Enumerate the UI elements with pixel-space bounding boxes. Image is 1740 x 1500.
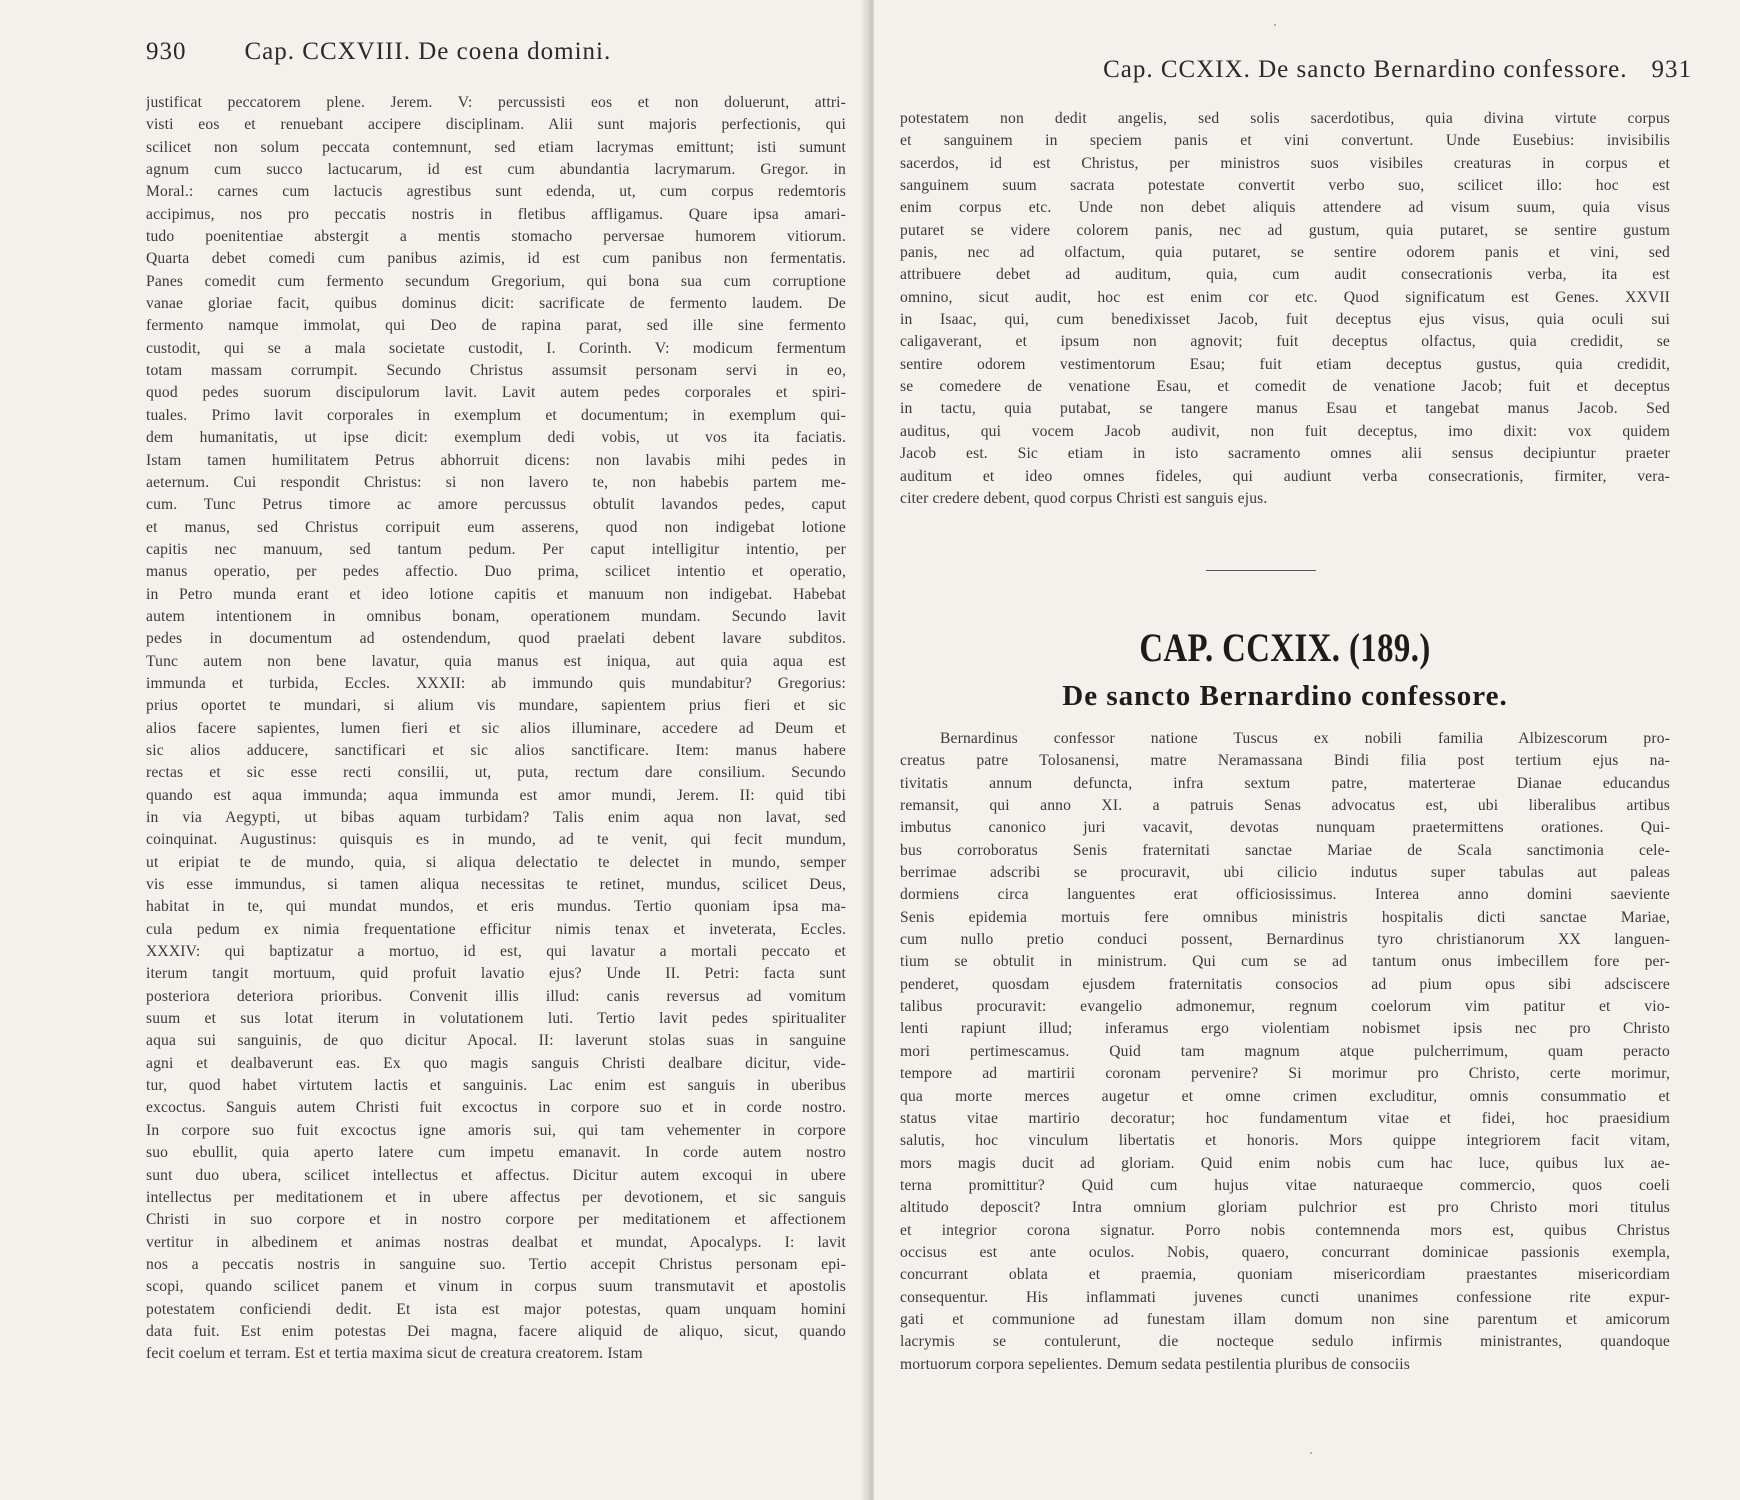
section-divider-rule <box>1206 570 1316 571</box>
text-line: accipimus, nos pro peccatis nostris in fletibus affligamus. Quare ipsa amari- <box>146 205 846 223</box>
text-line: autem intentionem in omnibus bonam, operationem mundam. Secundo lavit <box>146 607 846 625</box>
text-line: enim corpus etc. Unde non debet aliquis attendere ad visum suum, quia visus <box>900 199 1670 217</box>
text-line: auditus, qui vocem Jacob audivit, non fuit deceptus, imo dixit: vox quidem <box>900 422 1670 440</box>
text-line: Panes comedit cum fermento secundum Gregorium, qui bona sua cum corruptione <box>146 272 846 290</box>
chapter-heading: CAP. CCXIX. (189.) <box>1139 625 1431 670</box>
text-line: vertitur in albedinem et animas nostras dealbat et mundat, Apocalyps. I: lavit <box>146 1233 846 1251</box>
text-line: agnum cum succo lactucarum, id est cum abundantia lacrymarum. Gregor. in <box>146 161 846 179</box>
text-line: Istam tamen humilitatem Petrus abhorruit dicens: non lavabis mihi pedes in <box>146 451 846 469</box>
text-line: totam massam corrumpit. Secundo Christus assumsit personam servi in eo, <box>146 362 846 380</box>
text-line: intellectus per meditationem et in ubere affectus per devotionem, et sic sanguis <box>146 1188 846 1206</box>
text-line: sic alios adducere, sanctificari et sic alios sanctificare. Item: manus habere <box>146 741 846 759</box>
text-line: pedes in documentum ad ostendendum, quod praelati debent lavare subditos. <box>146 630 846 648</box>
text-line: cula pedum ex nimia frequentatione efficitur nimis tenax et inveterata, Eccles. <box>146 920 846 938</box>
text-line: mori pertimescamus. Quid tam magnum atque pulcherrimum, quam peracto <box>900 1042 1670 1060</box>
text-line: lenti rapiunt illud; inferamus ergo violentiam nobismet ipsis nec pro Christo <box>900 1020 1670 1038</box>
chapter-subheading: De sancto Bernardino confessore. <box>1062 680 1508 712</box>
text-line: immunda et turbida, Eccles. XXXII: ab immundo quis mundabitur? Gregorius: <box>146 674 846 692</box>
text-line: data fuit. Est enim potestas Dei magna, facere aliquid de aliquo, sicut, quando <box>146 1322 846 1340</box>
text-line: manus operatio, per pedes affectio. Duo prima, scilicet intentio et operatio, <box>146 563 846 581</box>
text-line: suo ebullit, quia aperto latere cum impetu emanavit. In corde autem nostro <box>146 1144 846 1162</box>
paper-speck <box>1274 24 1276 26</box>
text-line: imbutus canonico juri vacavit, devotas nunquam praetermittens orationes. Qui- <box>900 819 1670 837</box>
text-line: suum et sus lotat iterum in volutationem luti. Tertio lavit pedes spiritualiter <box>146 1010 846 1028</box>
text-line: sunt duo ubera, scilicet intellectus et affectus. Dicitur autem excoqui in ubere <box>146 1166 846 1184</box>
text-line: quod pedes suorum discipulorum lavit. Lavit autem pedes corporales et spiri- <box>146 384 846 402</box>
text-line: et manus, sed Christus corripuit eum asserens, quod non indigebat lotione <box>146 518 846 536</box>
left-page <box>0 0 866 1500</box>
text-line: habitat in te, qui mundat mundos, et eris mundus. Tertio quoniam ipsa ma- <box>146 898 846 916</box>
text-line: qua morte merces augetur et omne crimen excluditur, omnis consummatio et <box>900 1087 1670 1105</box>
text-line: vis esse immundus, si tamen aliqua necessitas te retinet, mundus, scilicet Deus, <box>146 876 846 894</box>
text-line: posteriora deteriora prioribus. Convenit illis illud: canis reversus ad vomitum <box>146 987 846 1005</box>
text-line: in Isaac, qui, cum benedixisset Jacob, fuit deceptus ejus visus, quia oculi sui <box>900 311 1670 329</box>
text-line: quando est aqua immunda; aqua immunda est amor mundi, Jerem. II: quid tibi <box>146 786 846 804</box>
text-line: concurrant oblata et praemia, quoniam misericordiam praestantes misericordiam <box>900 1266 1670 1284</box>
text-line: sacerdos, id est Christus, per ministros suos visibiles creaturas in corpus et <box>900 154 1670 172</box>
text-line: ut eripiat te de mundo, quia, si aliqua delectatio te delectet in mundo, semper <box>146 853 846 871</box>
text-line: panis, nec ad olfactum, quia putaret, se sentire odorem panis et vini, sed <box>900 244 1670 262</box>
text-line: In corpore suo fuit excoctus igne amoris sui, qui tam vehementer in corpore <box>146 1121 846 1139</box>
text-line: fecit coelum et terram. Est et tertia maxima sicut de creatura creatorem. Istam <box>146 1345 643 1363</box>
text-line: dem humanitatis, ut ipse dicit: exemplum dedi vobis, ut vos ita faciatis. <box>146 429 846 447</box>
text-line: nos a peccatis nostris in sanguine suo. Tertio accepit Christus personam epi- <box>146 1255 846 1273</box>
text-line: omnino, sicut audit, hoc est enim cor etc. Quod significatum est Genes. XXVII <box>900 288 1670 306</box>
text-line: creatus patre Tolosanensi, matre Neramassana Bindi filia post tertium ejus na- <box>900 752 1670 770</box>
text-line: mors magis ducit ad gloriam. Quid enim nobis cum hac luce, quibus lux ae- <box>900 1154 1670 1172</box>
text-line: penderet, quosdam ejusdem fraternitatis consocios ad pium opus sibi adsciscere <box>900 975 1670 993</box>
left-page-number: 930 <box>146 38 187 65</box>
left-body-text <box>146 92 846 1366</box>
text-line: talibus procuravit: evangelio admonemur, regnum coelorum vim patitur et vio- <box>900 998 1670 1016</box>
text-line: capitis nec manuum, sed tantum pedum. Per caput intelligitur intentio, per <box>146 540 846 558</box>
text-line: coinquinat. Augustinus: quisquis es in mundo, ad te venit, qui fecit mundum, <box>146 831 846 849</box>
right-running-head <box>970 56 1692 84</box>
text-line: occisus est ante oculos. Nobis, quaero, concurrant dominicae passionis exempla, <box>900 1243 1670 1261</box>
text-line: bus corroboratus Senis fraternitati sanctae Mariae de Scala sanctimonia cele- <box>900 841 1670 859</box>
text-line: salutis, hoc vinculum libertatis et honoris. Mors quippe integriorem facit vitam, <box>900 1132 1670 1150</box>
right-body-text-bottom <box>900 728 1670 1376</box>
text-line: Christi in suo corpore et in nostro corpore per meditationem et affectionem <box>146 1211 846 1229</box>
paper-speck <box>1310 1452 1312 1454</box>
text-line: lacrymis se contulerunt, die nocteque sedulo infirmis ministrantes, quandoque <box>900 1333 1670 1351</box>
text-line: Bernardinus confessor natione Tuscus ex nobili familia Albizescorum pro- <box>940 730 1670 747</box>
text-line: agni et dealbaverunt eas. Ex quo magis sanguis Christi dealbare dicitur, vide- <box>146 1054 846 1072</box>
text-line: consequentur. His inflammati juvenes cuncti unanimes confessione rite expur- <box>900 1288 1670 1306</box>
text-line: in tactu, quia putabat, se tangere manus Esau et tangebat manus Jacob. Sed <box>900 400 1670 418</box>
text-line: terna promittitur? Quid cum hujus vitae naturaeque commercio, quos coeli <box>900 1176 1670 1194</box>
text-line: gati et communione ad funestam illam domum non sine parentum et amicorum <box>900 1310 1670 1328</box>
text-line: dormiens circa languentes erat officiosissimus. Interea anno domini saeviente <box>900 886 1670 904</box>
left-running-title: Cap. CCXVIII. De coena domini. <box>244 38 612 65</box>
text-line: status vitae martirio decoratur; hoc fundamentum vitae et fidei, hoc praesidium <box>900 1109 1670 1127</box>
text-line: tium se obtulit in ministrum. Qui cum se ad tantum onus imbecillem fore per- <box>900 953 1670 971</box>
text-line: aqua sui sanguinis, de quo dicitur Apocal. II: laverunt stolas suas in sanguine <box>146 1032 846 1050</box>
text-line: tudo poenitentiae abstergit a mentis stomacho perversae humorem vitiorum. <box>146 228 846 246</box>
text-line: XXXIV: qui baptizatur a mortuo, id est, qui lavatur a mortali peccato et <box>146 943 846 961</box>
text-line: excoctus. Sanguis autem Christi fuit excoctus in corpore suo et in corde nostro. <box>146 1099 846 1117</box>
text-line: Senis epidemia mortuis fere omnibus ministris hospitalis dicti sanctae Mariae, <box>900 908 1670 926</box>
text-line: caligaverant, et ipsum non agnovit; fuit deceptus olfactus, quia credidit, se <box>900 333 1670 351</box>
text-line: attribuere debet ad auditum, quia, cum audit consecrationis verba, ita est <box>900 266 1670 284</box>
right-page-number: 931 <box>1651 56 1692 83</box>
text-line: auditum et ideo omnes fideles, qui audiunt verba consecrationis, firmiter, vera- <box>900 467 1670 485</box>
right-body-text-top <box>900 108 1670 510</box>
text-line: Jacob est. Sic etiam in isto sacramento omnes alii sensus decipiuntur praeter <box>900 445 1670 463</box>
text-line: Moral.: carnes cum lactucis agrestibus sunt edenda, ut, cum corpus redemtoris <box>146 183 846 201</box>
text-line: alios facere sapientes, lumen fieri et sic alios illuminare, accedere ad Deum et <box>146 719 846 737</box>
text-line: cum nullo pretio conduci possent, Bernardinus tyro christianorum XX languen- <box>900 931 1670 949</box>
text-line: et sanguinem in speciem panis et vini convertunt. Unde Eusebius: invisibilis <box>900 132 1670 150</box>
text-line: in via Aegypti, ut bibas aquam turbidam? Talis enim aqua non lavat, sed <box>146 809 846 826</box>
text-line: custodit, qui se a mala societate custodit, I. Corinth. V: modicum fermentum <box>146 339 846 357</box>
text-line: aeternum. Cui respondit Christus: si non lavero te, non habebis partem me- <box>146 473 846 491</box>
text-line: scopi, quando scilicet panem et vinum in corpus suum transmutavit et apostolis <box>146 1278 846 1296</box>
text-line: putaret se videre colorem panis, nec ad gustum, quia putaret, se sentire gustum <box>900 221 1670 239</box>
text-line: iterum tangit mortuum, quid profuit lavatio ejus? Unde II. Petri: facta sunt <box>146 965 846 983</box>
text-line: se comedere de venatione Esau, et comedit de venatione Jacob; fuit et deceptus <box>900 378 1670 396</box>
text-line: Quarta debet comedi cum panibus azimis, id est cum panibus non fermentatis. <box>146 250 846 268</box>
text-line: sanguinem suum sacrata potestate convertit verbo suo, scilicet illo: hoc est <box>900 177 1670 195</box>
text-line: justificat peccatorem plene. Jerem. V: percussisti eos et non doluerunt, attri- <box>146 94 846 111</box>
right-running-title: Cap. CCXIX. De sancto Bernardino confessore. <box>1103 56 1628 83</box>
text-line: altitudo deposcit? Intra omnium gloriam pulchrior est pro Christo mori titulus <box>900 1199 1670 1217</box>
text-line: tur, quod habet virtutem lactis et sanguinis. Lac enim est sanguis in uberibus <box>146 1077 846 1095</box>
text-line: tuales. Primo lavit corporales in exemplum et documentum; in exemplum qui- <box>146 406 846 424</box>
text-line: citer credere debent, quod corpus Christi est sanguis ejus. <box>900 489 1268 507</box>
text-line: remansit, qui anno XI. a patruis Senas advocatus est, ubi liberalibus artibus <box>900 797 1670 815</box>
text-line: et integrior corona signatur. Porro nobis contemnenda mors est, quibus Christus <box>900 1221 1670 1239</box>
text-line: rectas et sic esse recti consilii, ut, puta, rectum dare consilium. Secundo <box>146 764 846 782</box>
text-line: scilicet non solum peccata contemnunt, sed etiam lacrymas emittunt; isti sumunt <box>146 138 846 156</box>
text-line: potestatem conficiendi dedit. Et ista est major potestas, quam unquam homini <box>146 1300 846 1318</box>
text-line: vanae gloriae facit, quibus dominus dicit: sacrificate de fermento laudem. De <box>146 295 846 313</box>
text-line: mortuorum corpora sepelientes. Demum sedata pestilentia pluribus de consociis <box>900 1355 1410 1373</box>
right-page <box>874 0 1740 1500</box>
text-line: fermento namque immolat, qui Deo de rapina parat, sed ille sine fermento <box>146 317 846 335</box>
text-line: potestatem non dedit angelis, sed solis sacerdotibus, quia divina virtute corpus <box>900 110 1670 127</box>
text-line: prius oportet te mundari, si alium vis mundare, sapientem prius fieri et sic <box>146 697 846 715</box>
text-line: cum. Tunc Petrus timore ac amore percussus obtulit lavandos pedes, caput <box>146 496 846 514</box>
text-line: in Petro munda erant et ideo lotione capitis et manuum non indigebat. Habebat <box>146 585 846 603</box>
text-line: Tunc autem non bene lavatur, quia manus est iniqua, aut quia aqua est <box>146 652 846 670</box>
text-line: sentire odorem vestimentorum Esau; fuit etiam deceptus gustus, quia credidit, <box>900 355 1670 373</box>
text-line: berrimae adscribi se procuravit, ubi cilicio indutus super tabulas aut paleas <box>900 864 1670 882</box>
text-line: tivitatis annum defuncta, infra sextum patre, materterae Dianae educandus <box>900 774 1670 792</box>
left-running-head <box>146 38 706 66</box>
text-line: tempore ad martirii coronam pervenire? Si morimur pro Christo, certe morimur, <box>900 1065 1670 1083</box>
text-line: visti eos et renuebant accipere disciplinam. Alii sunt majoris perfectionis, qui <box>146 116 846 134</box>
